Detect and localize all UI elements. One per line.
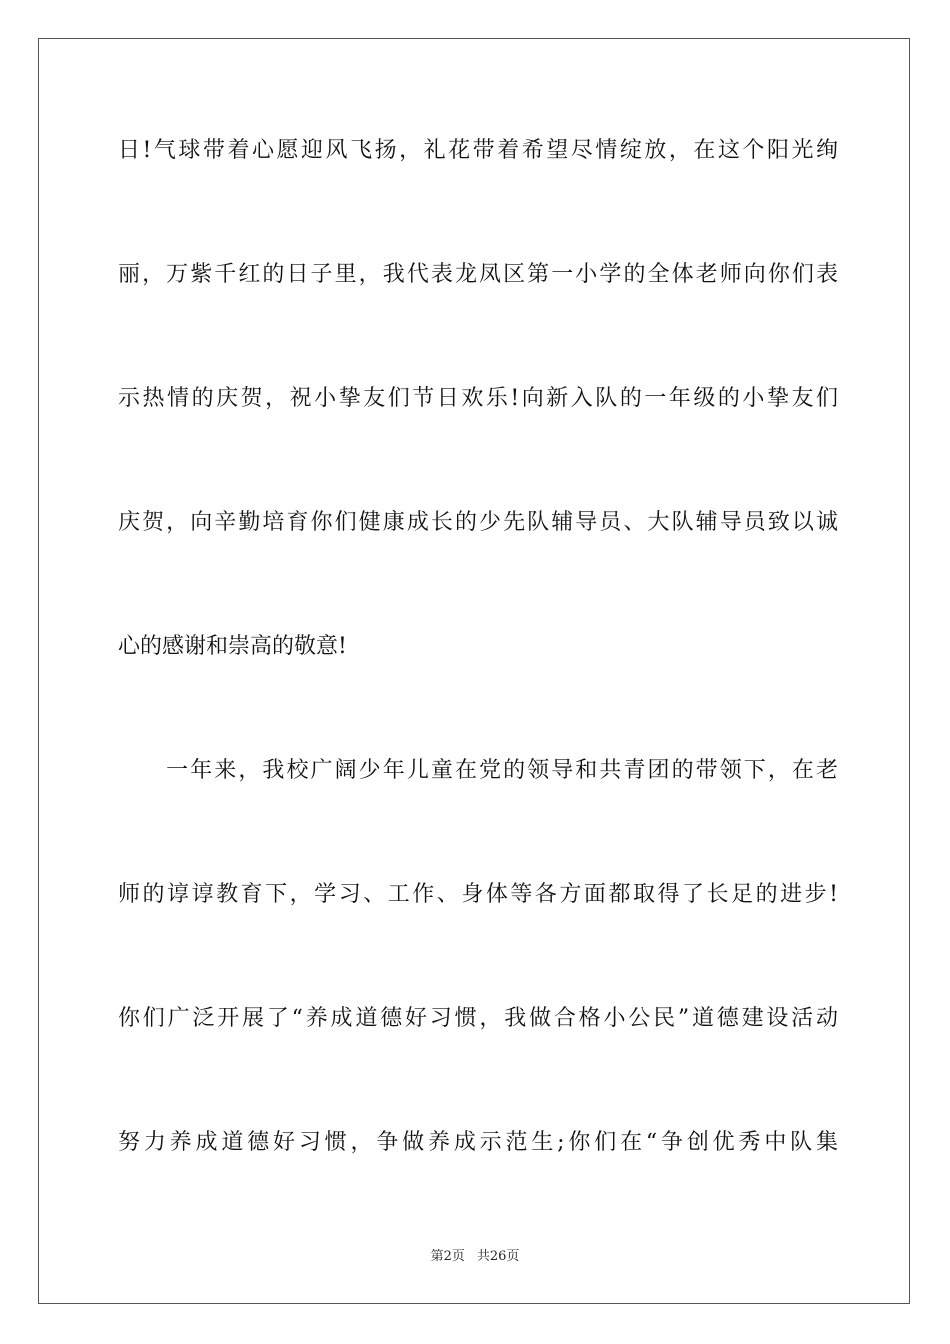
body-text-line-3: 示热情的庆贺，祝小挚友们节日欢乐!向新入队的一年级的小挚友们: [118, 386, 838, 411]
page-frame: [38, 38, 910, 1304]
body-text-line-2: 丽，万紫千红的日子里，我代表龙凤区第一小学的全体老师向你们表: [118, 262, 838, 287]
page-number: 第2页: [430, 1249, 465, 1264]
body-text-line-7: 师的谆谆教育下，学习、工作、身体等各方面都取得了长足的进步!: [118, 882, 838, 907]
page-total: 共26页: [476, 1249, 520, 1264]
body-text-line-9: 努力养成道德好习惯，争做养成示范生;你们在“争创优秀中队集: [118, 1130, 838, 1155]
page-footer: [0, 1248, 950, 1266]
body-text-line-5: 心的感谢和崇高的敬意!: [118, 634, 347, 659]
body-text-line-4: 庆贺，向辛勤培育你们健康成长的少先队辅导员、大队辅导员致以诚: [118, 510, 838, 535]
body-text-line-6: 一年来，我校广阔少年儿童在党的领导和共青团的带领下，在老: [118, 758, 838, 783]
body-text-line-1: 日!气球带着心愿迎风飞扬，礼花带着希望尽情绽放，在这个阳光绚: [118, 138, 838, 163]
body-text-line-8: 你们广泛开展了“养成道德好习惯，我做合格小公民”道德建设活动: [118, 1006, 838, 1031]
